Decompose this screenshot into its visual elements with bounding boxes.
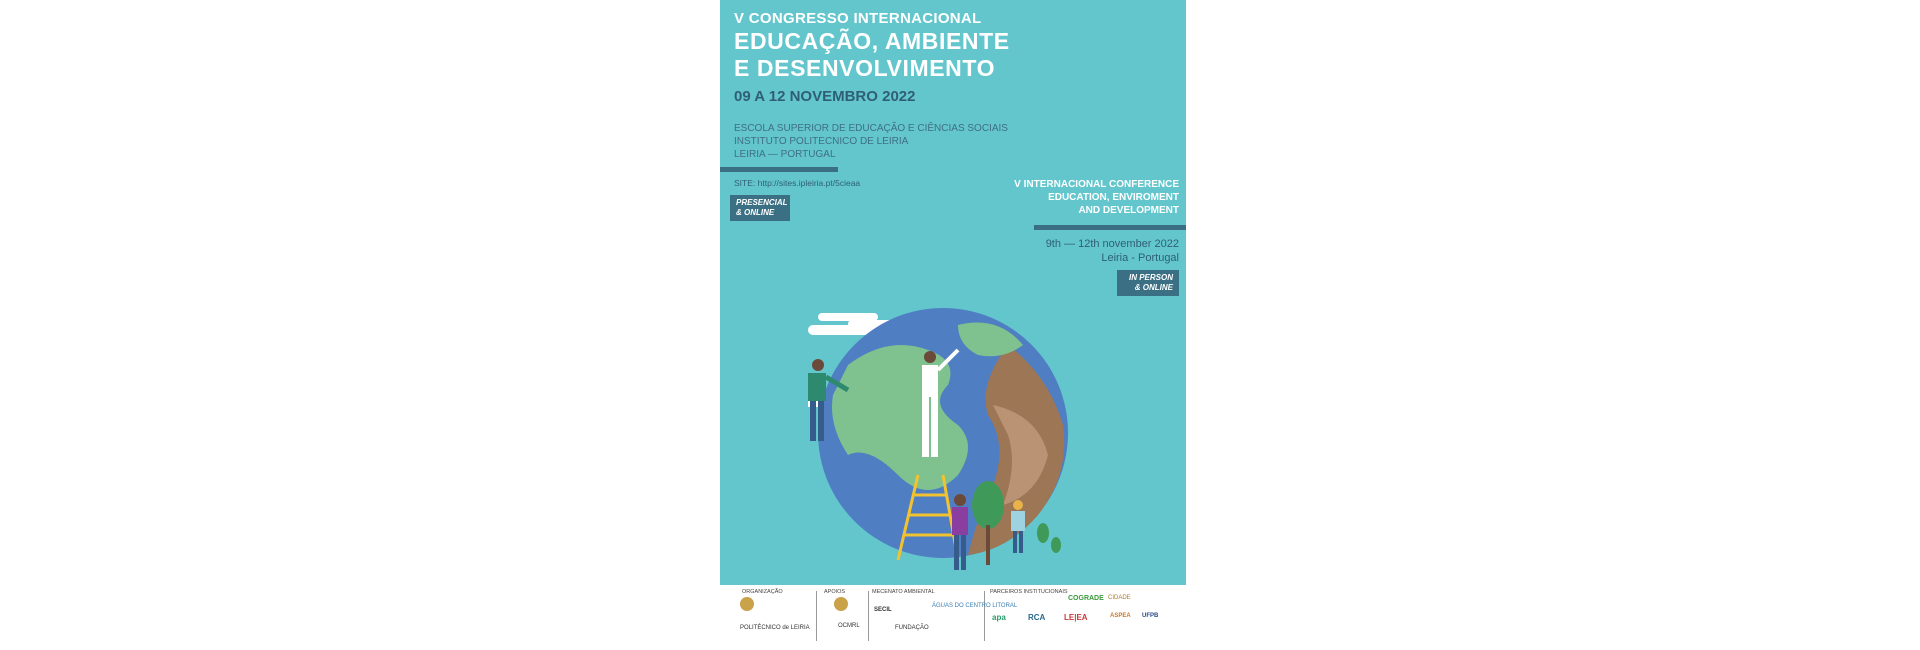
english-conference-title xyxy=(1014,178,1179,217)
title-line-2: E DESENVOLVIMENTO xyxy=(734,55,996,81)
en-dates-line: 9th — 12th november 2022 xyxy=(1045,238,1179,250)
badge-pt-line-1: PRESENCIAL xyxy=(736,198,788,207)
secil-logo: SECIL xyxy=(874,607,892,613)
aspea-logo: ASPEA xyxy=(1110,613,1131,619)
school-line-2: INSTITUTO POLITECNICO DE LEIRIA xyxy=(734,136,909,147)
ufpb-logo: UFPB xyxy=(1142,613,1159,619)
title-line-1: EDUCAÇÃO, AMBIENTE xyxy=(734,28,1010,54)
aguas-logo: ÁGUAS DO CENTRO LITORAL xyxy=(932,603,1018,609)
section-parceiros: PARCEIROS INSTITUCIONAIS xyxy=(990,589,1068,595)
badge-pt-line-2: & ONLINE xyxy=(736,208,775,217)
section-apoios: APOIOS xyxy=(824,589,846,595)
apa-logo: apa xyxy=(992,613,1006,622)
presencial-badge xyxy=(730,195,790,221)
conference-poster xyxy=(720,0,1186,650)
cidade-logo: CIDADE xyxy=(1108,595,1131,601)
en-conf-line-3: AND DEVELOPMENT xyxy=(1078,205,1179,216)
en-conf-line-1: V INTERNACIONAL CONFERENCE xyxy=(1014,179,1179,190)
en-place-line: Leiria - Portugal xyxy=(1101,252,1179,264)
leiea-logo: LE|EA xyxy=(1064,613,1088,622)
divider-left xyxy=(720,167,838,172)
school-line-1: ESCOLA SUPERIOR DE EDUCAÇÃO E CIÊNCIAS SOCIAIS xyxy=(734,123,1008,134)
congress-edition: V CONGRESSO INTERNACIONAL xyxy=(734,10,982,27)
section-organizacao: ORGANIZAÇÃO xyxy=(742,589,783,595)
badge-en-line-1: IN PERSON xyxy=(1128,273,1173,282)
poster-title xyxy=(734,28,1010,82)
ese-logo xyxy=(740,597,754,611)
earth-illustration xyxy=(808,305,1108,580)
fundacao-logo: FUNDAÇÃO xyxy=(895,625,929,631)
host-institution xyxy=(734,122,1008,161)
politecnico-logo: POLITÉCNICO de LEIRIA xyxy=(740,625,810,631)
small-trees xyxy=(1037,523,1061,553)
rca-logo: RCA xyxy=(1028,613,1046,622)
badge-en-line-2: & ONLINE xyxy=(1134,283,1173,292)
municipal-crest-logo xyxy=(834,597,848,611)
in-person-badge xyxy=(1117,270,1179,296)
section-mecenato: MECENATO AMBIENTAL xyxy=(872,589,935,595)
school-line-3: LEIRIA — PORTUGAL xyxy=(734,149,836,160)
divider-right xyxy=(1034,225,1186,230)
footer-divider xyxy=(816,591,817,641)
cograde-logo: COGRADE xyxy=(1068,595,1104,602)
english-dates xyxy=(1046,237,1179,265)
event-dates: 09 A 12 NOVEMBRO 2022 xyxy=(734,88,916,105)
en-conf-line-2: EDUCATION, ENVIROMENT xyxy=(1048,192,1179,203)
ocmr-logo: OCMRL xyxy=(838,623,860,629)
sponsors-footer xyxy=(720,585,1186,650)
footer-divider xyxy=(984,591,985,641)
site-link[interactable]: SITE: http://sites.ipleiria.pt/5cieaa xyxy=(734,178,861,188)
footer-divider xyxy=(868,591,869,641)
